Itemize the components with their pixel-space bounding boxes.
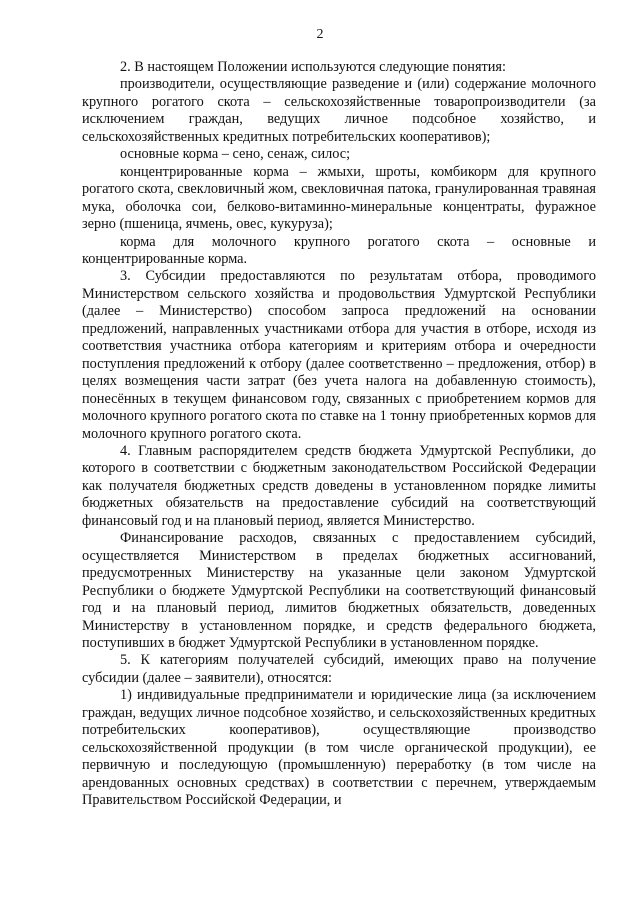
paragraph-definition-producers: производители, осуществляющие разведение и (или) содержание молочного крупного рогатого скота – сельскохозяйственные товаропроизводители (за исключением граждан, ведущих личное подсобное хозяйство, и сельскохозяйственных кредитных потребительских кооперативов); [82, 76, 596, 145]
paragraph-item-5-1: 1) индивидуальные предприниматели и юридические лица (за исключением граждан, ведущих личное подсобное хозяйство, и сельскохозяйственных кредитных потребительских кооперативов), осуществляющие производство сельскохозяйственной продукции (в том числе органической продукции), ее первичную и последующую (промышленную) переработку (в том числе на арендованных основных средствах) в соответствии с перечнем, утверждаемым Правительством Российской Федерации, и [82, 687, 596, 809]
page-number: 2 [316, 27, 324, 42]
paragraph-item-4: 4. Главным распорядителем средств бюджета Удмуртской Республики, до которого в соответствии с бюджетным законодательством Российской Федерации как получателя бюджетных средств доведены в установленном порядке лимиты бюджетных обязательств на предоставление субсидий на соответствующий финансовый год и на плановый период, является Министерство. [82, 442, 596, 529]
document-body [82, 59, 596, 809]
paragraph-item-3: 3. Субсидии предоставляются по результатам отбора, проводимого Министерством сельского хозяйства и продовольствия Удмуртской Республики (далее – Министерство) способом запроса предложений на основании предложений, направленных участниками отбора для участия в отборе, исходя из соответствия участника отбора категориям и критериям отбора и очередности поступления предложений к отбору (далее соответственно – предложения, отбор) в целях возмещения части затрат (без учета налога на добавленную стоимость), понесённых в текущем финансовом году, связанных с приобретением кормов для молочного крупного рогатого скота по ставке на 1 тонну приобретенных кормов для молочного крупного рогатого скота. [82, 268, 596, 442]
paragraph-definitions-intro: 2. В настоящем Положении используются следующие понятия: [120, 59, 506, 75]
paragraph-definition-concentrated-feed: концентрированные корма – жмыхи, шроты, комбикорм для крупного рогатого скота, свекловичный жом, свекловичная патока, гранулированная травяная мука, оболочка сои, белково-витаминно-минеральные концентраты, фуражное зерно (пшеница, ячмень, овес, кукуруза); [82, 163, 596, 233]
paragraph-definition-basic-feed: основные корма – сено, сенаж, силос; [120, 146, 351, 163]
paragraph-financing: Финансирование расходов, связанных с предоставлением субсидий, осуществляется Министерством в пределах бюджетных ассигнований, предусмотренных Министерству на указанные цели законом Удмуртской Республики о бюджете Удмуртской Республики на соответствующий финансовый год и на плановый период, лимитов бюджетных обязательств, доведенных Министерству в установленном порядке, и средств федерального бюджета, поступивших в бюджет Удмуртской Республики в установленном порядке. [82, 530, 596, 651]
paragraph-item-5: 5. К категориям получателей субсидий, имеющих право на получение субсидии (далее – заявители), относятся: [82, 652, 596, 686]
paragraph-definition-dairy-feed: корма для молочного крупного рогатого скота – основные и концентрированные корма. [82, 233, 596, 267]
